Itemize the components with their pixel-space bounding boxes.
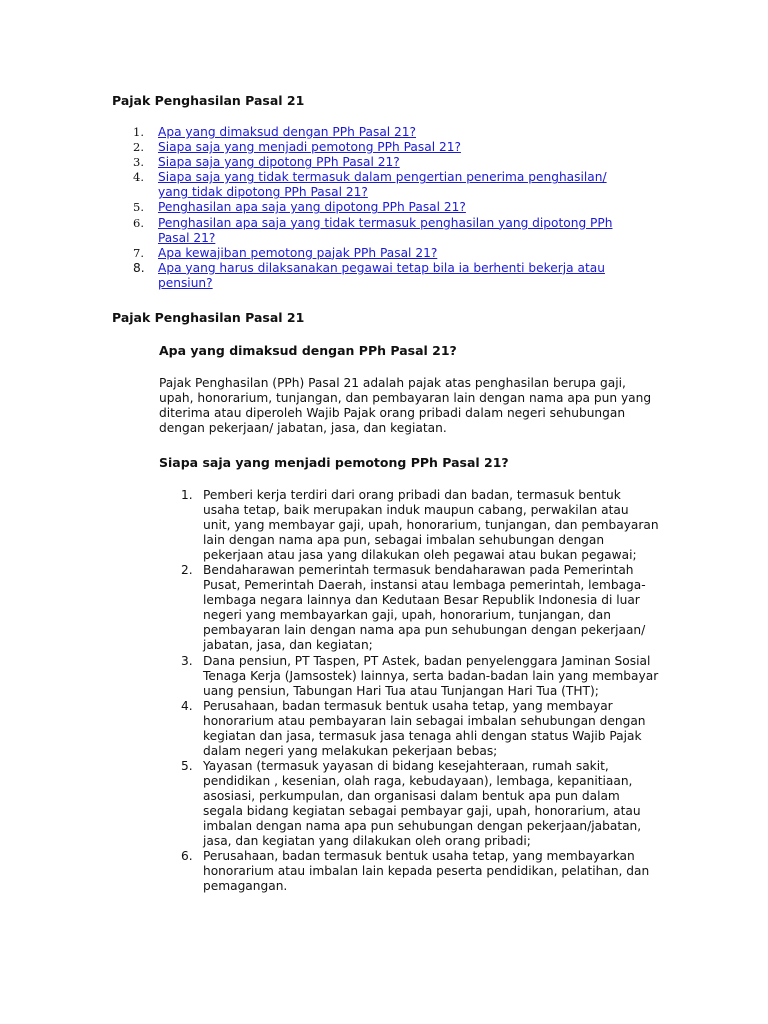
toc-item-1 bbox=[111, 125, 631, 140]
toc-link-withholder-obligations[interactable]: Apa kewajiban pemotong pajak PPh Pasal 21? bbox=[158, 245, 438, 260]
toc-link-who-is-withheld[interactable]: Siapa saja yang dipotong PPh Pasal 21? bbox=[158, 155, 400, 170]
list-item-text: Dana pensiun, PT Taspen, PT Astek, badan penyelenggara Jaminan Sosial Tenaga Kerja (Jamsostek) lainnya, serta badan-badan lain yang membayar uang pensiun, Tabungan Hari Tua atau Tunjangan Hari Tua (THT); bbox=[203, 653, 659, 698]
toc-item-4 bbox=[111, 170, 631, 200]
toc-item-number: 7. bbox=[133, 245, 144, 260]
list-item-number: 5. bbox=[181, 758, 193, 773]
toc-item-6 bbox=[111, 216, 631, 246]
list-item-number: 3. bbox=[181, 653, 193, 668]
toc-link-income-withheld[interactable]: Penghasilan apa saja yang dipotong PPh Pasal 21? bbox=[158, 200, 466, 215]
toc-link-not-recipients[interactable]: Siapa saja yang tidak termasuk dalam pengertian penerima penghasilan/ yang tidak dipotong PPh Pasal 21? bbox=[158, 170, 607, 200]
list-item-text: Bendaharawan pemerintah termasuk bendaharawan pada Pemerintah Pusat, Pemerintah Daerah, instansi atau lembaga pemerintah, lembaga-lembaga negara lainnya dan Kedutaan Besar Republik Indonesia di luar negeri yang membayarkan gaji, upah, honorarium, tunjangan, dan pembayaran lain dengan nama apa pun sehubungan dengan pekerjaan/ jabatan, jasa, dan kegiatan; bbox=[203, 563, 646, 653]
toc-item-number: 3. bbox=[133, 155, 144, 170]
list-item-number: 1. bbox=[181, 488, 193, 502]
list-item bbox=[159, 849, 659, 894]
list-item-number: 6. bbox=[181, 849, 193, 864]
withholder-list bbox=[159, 488, 659, 894]
section-title: Pajak Penghasilan Pasal 21 bbox=[112, 310, 305, 325]
list-item-number: 2. bbox=[181, 563, 193, 578]
toc-link-who-withholds[interactable]: Siapa saja yang menjadi pemotong PPh Pasal 21? bbox=[158, 140, 461, 155]
toc-item-7 bbox=[111, 246, 631, 261]
toc-item-number: 6. bbox=[133, 215, 144, 230]
toc-link-employee-retire[interactable]: Apa yang harus dilaksanakan pegawai tetap bila ia berhenti bekerja atau pensiun? bbox=[158, 260, 605, 290]
toc-item-8 bbox=[111, 261, 631, 291]
list-item bbox=[159, 488, 659, 563]
list-item-text: Perusahaan, badan termasuk bentuk usaha tetap, yang membayar honorarium atau pembayaran lain sebagai imbalan sehubungan dengan kegiatan dan jasa, termasuk jasa tenaga ahli dengan status Wajib Pajak dalam negeri yang melakukan pekerjaan bebas; bbox=[203, 698, 646, 758]
toc-link-what-is-pph21[interactable]: Apa yang dimaksud dengan PPh Pasal 21? bbox=[158, 125, 417, 139]
toc-item-5 bbox=[111, 200, 631, 215]
list-item bbox=[159, 563, 659, 653]
list-item bbox=[159, 699, 659, 759]
question-heading-1: Apa yang dimaksud dengan PPh Pasal 21? bbox=[159, 343, 457, 358]
toc-item-number: 5. bbox=[133, 200, 144, 215]
list-item-text: Yayasan (termasuk yayasan di bidang kesejahteraan, rumah sakit, pendidikan , kesenian, olah raga, kebudayaan), lembaga, kepanitiaan, asosiasi, perkumpulan, dan organisasi dalam bentuk apa pun dalam segala bidang kegiatan sebagai pembayar gaji, upah, honorarium, atau imbalan dengan nama apa pun sehubungan dengan pekerjaan/jabatan, jasa, dan kegiatan yang dilakukan oleh orang pribadi; bbox=[203, 758, 642, 849]
toc-item-number: 4. bbox=[133, 170, 144, 185]
page-title: Pajak Penghasilan Pasal 21 bbox=[112, 93, 305, 108]
list-item-text: Perusahaan, badan termasuk bentuk usaha tetap, yang membayarkan honorarium atau imbalan lain kepada peserta pendidikan, pelatihan, dan pemagangan. bbox=[203, 849, 650, 894]
toc-item-2 bbox=[111, 140, 631, 155]
list-item-text: Pemberi kerja terdiri dari orang pribadi dan badan, termasuk bentuk usaha tetap, baik merupakan induk maupun cabang, perwakilan atau unit, yang membayar gaji, upah, honorarium, tunjangan, dan pembayaran lain dengan nama apa pun, sebagai imbalan sehubungan dengan pekerjaan atau jasa yang dilakukan oleh pegawai atau bukan pegawai; bbox=[203, 488, 659, 563]
toc-item-3 bbox=[111, 155, 631, 170]
list-item bbox=[159, 654, 659, 699]
list-item-number: 4. bbox=[181, 698, 193, 713]
toc-item-number: 8. bbox=[133, 260, 145, 275]
list-item bbox=[159, 759, 659, 849]
toc-item-number: 2. bbox=[133, 140, 144, 155]
toc-link-income-not-withheld[interactable]: Penghasilan apa saja yang tidak termasuk penghasilan yang dipotong PPh Pasal 21? bbox=[158, 215, 613, 245]
answer-paragraph-1: Pajak Penghasilan (PPh) Pasal 21 adalah pajak atas penghasilan berupa gaji, upah, honorarium, tunjangan, dan pembayaran lain dengan nama apa pun yang diterima atau diperoleh Wajib Pajak orang pribadi dalam negeri sehubungan dengan pekerjaan/ jabatan, jasa, dan kegiatan. bbox=[159, 376, 652, 435]
toc-item-number: 1. bbox=[133, 125, 144, 139]
table-of-contents bbox=[111, 125, 631, 291]
question-heading-2: Siapa saja yang menjadi pemotong PPh Pasal 21? bbox=[159, 455, 509, 470]
